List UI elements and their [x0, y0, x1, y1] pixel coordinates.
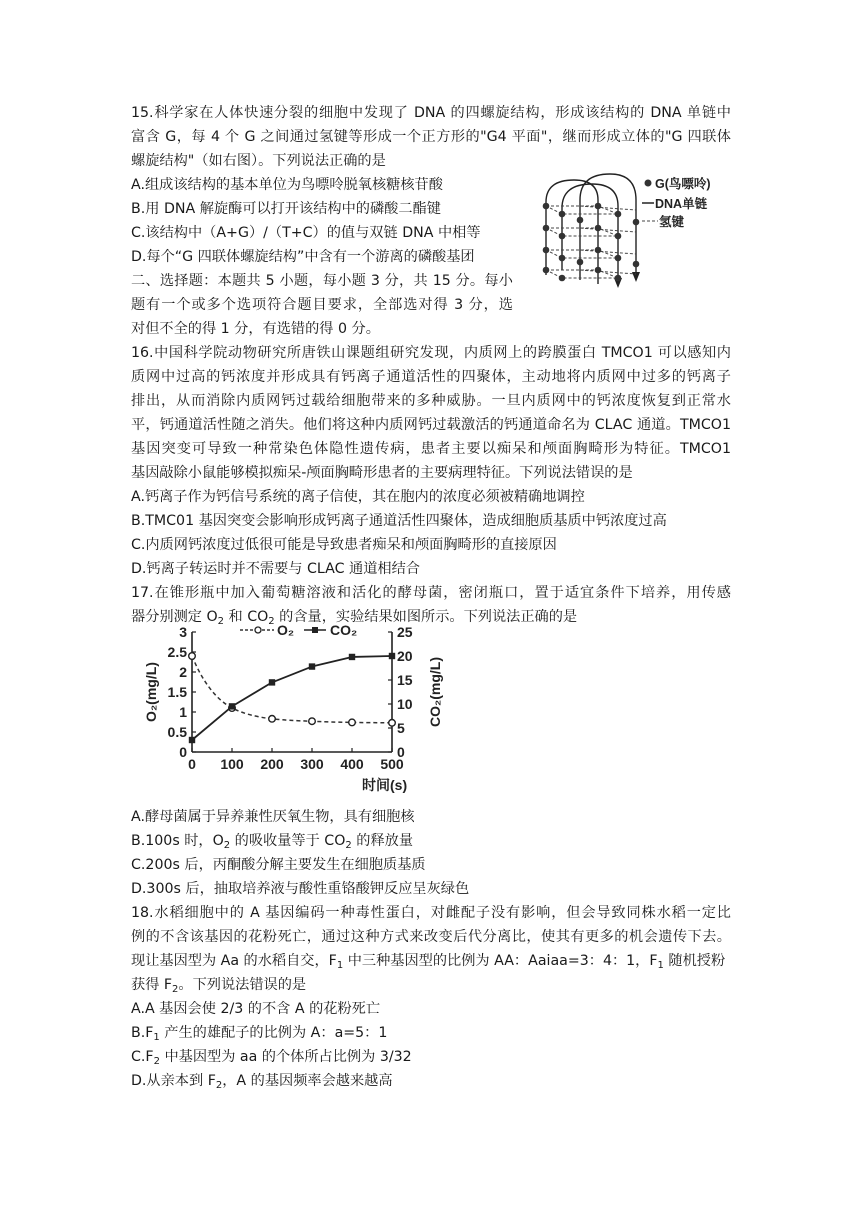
o2-point [309, 718, 316, 725]
co2-point [229, 703, 235, 709]
right-tick-label: 25 [397, 624, 413, 640]
left-tick-label: 0.5 [167, 724, 187, 740]
x-axis-label: 时间(s) [362, 777, 408, 793]
q17-option-c: C.200s 后，丙酮酸分解主要发生在细胞质基质 [131, 857, 426, 873]
legend-hbond-label: 氢键 [659, 215, 685, 229]
q15-line-2: 富含 G，每 4 个 G 之间通过氢键等形成一个正方形的"G4 平面"，继而形成立体的"G 四联体 [131, 129, 731, 145]
right-tick-label: 15 [397, 672, 413, 688]
legend-co2-label: CO₂ [330, 622, 358, 638]
x-tick-label: 400 [340, 756, 364, 772]
right-tick-label: 10 [397, 696, 413, 712]
q16-line-4: 平，钙通道活性随之消失。他们将这种内质网钙过载激活的钙通道命名为 CLAC 通道。TMCO1 [131, 417, 731, 433]
q18-option-d: D.从亲本到 $F_2$，A 的基因频率会越来越高 [131, 1073, 393, 1091]
q15-option-a: A.组成该结构的基本单位为鸟嘌呤脱氧核糖核苷酸 [131, 177, 443, 193]
q15-option-d: D.每个“G 四联体螺旋结构”中含有一个游离的磷酸基团 [131, 249, 475, 265]
q16-line-3: 排出，从而消除内质网钙过载给细胞带来的多种威胁。一旦内质网中的钙浓度恢复到正常水 [131, 393, 731, 409]
right-tick-label: 20 [397, 648, 413, 664]
q15-line-3: 螺旋结构"（如右图）。下列说法正确的是 [131, 153, 386, 169]
o2-point [349, 719, 356, 726]
q16-option-c: C.内质网钙浓度过低很可能是导致患者痴呆和颅面胸畸形的直接原因 [131, 537, 557, 553]
legend-strand-label: DNA单链 [655, 197, 708, 211]
co2-point [389, 653, 395, 659]
left-tick-label: 2.5 [167, 644, 187, 660]
q17-option-a: A.酵母菌属于异养兼性厌氧生物，具有细胞核 [131, 809, 415, 825]
q18-option-a: A.A 基因会使 2/3 的不含 A 的花粉死亡 [131, 1001, 381, 1017]
g-quadruplex-figure [528, 170, 733, 298]
q18-line-2: 例的不含该基因的花粉死亡，通过这种方式来改变后代分离比，使其有更多的机会遗传下去。 [131, 929, 731, 945]
q18-option-c: $C.F_2$ 中基因型为 aa 的个体所占比例为 3/32 [131, 1049, 412, 1067]
q18-option-b: $B.F_1$ 产生的雄配子的比例为 A：a=5：1 [131, 1025, 388, 1043]
left-tick-label: 2 [179, 664, 187, 680]
q17-option-b: B.100s 时，$O_2$ 的吸收量等于 $CO_2$ 的释放量 [131, 833, 414, 851]
q15-option-b: B.用 DNA 解旋酶可以打开该结构中的磷酸二酯键 [131, 201, 441, 217]
section2-line-1: 二、选择题：本题共 5 小题，每小题 3 分，共 15 分。每小 [131, 273, 513, 289]
legend-co2-marker [312, 627, 318, 633]
q15-option-c: C.该结构中（A+G）/（T+C）的值与双链 DNA 中相等 [131, 225, 481, 241]
co2-point [349, 654, 355, 660]
left-tick-label: 0 [179, 744, 187, 760]
q15-line-1: 15.科学家在人体快速分裂的细胞中发现了 DNA 的四螺旋结构，形成该结构的 DNA 单链中 [131, 105, 731, 121]
g-legend-dot-icon [645, 180, 652, 187]
q16-line-1: 16.中国科学院动物研究所唐铁山课题组研究发现，内质网上的跨膜蛋白 TMCO1 可以感知内 [131, 345, 731, 361]
x-tick-label: 100 [220, 756, 244, 772]
o2-point [269, 716, 276, 723]
left-tick-label: 3 [179, 624, 187, 640]
q16-option-d: D.钙离子转运时并不需要与 CLAC 通道相结合 [131, 561, 420, 577]
series-o2-line [192, 656, 392, 723]
q16-line-6: 基因敲除小鼠能够模拟痴呆-颅面胸畸形患者的主要病理特征。下列说法错误的是 [131, 465, 633, 481]
q16-option-a: A.钙离子作为钙信号系统的离子信使，其在胞内的浓度必须被精确地调控 [131, 489, 585, 505]
legend-o2-marker [255, 627, 261, 633]
q16-line-2: 质网中过高的钙浓度并形成具有钙离子通道活性的四聚体，主动地将内质网中过多的钙离子 [131, 369, 731, 385]
q16-option-b: B.TMC01 基因突变会影响形成钙离子通道活性四聚体，造成细胞质基质中钙浓度过高 [131, 513, 667, 529]
co2-point [189, 737, 195, 743]
right-tick-label: 5 [397, 720, 405, 736]
x-tick-label: 0 [188, 756, 196, 772]
q17-option-d: D.300s 后，抽取培养液与酸性重铬酸钾反应呈灰绿色 [131, 881, 470, 897]
legend-g-label: G(鸟嘌呤) [655, 177, 711, 191]
q18-line-3: 现让基因型为 Aa 的水稻自交，$F_1$ 中三种基因型的比例为 AA：Aaiaa=3：4：1，$F_1$ 随机授粉 [131, 953, 726, 971]
legend-o2-label: O₂ [277, 622, 295, 638]
x-tick-label: 300 [300, 756, 324, 772]
q17-line-2: 器分别测定 $O_2$ 和 $CO_2$ 的含量，实验结果如图所示。下列说法正确的是 [131, 609, 578, 627]
left-tick-label: 1.5 [167, 684, 187, 700]
o2-co2-chart [140, 618, 460, 796]
q17-line-1: 17.在锥形瓶中加入葡萄糖溶液和活化的酵母菌，密闭瓶口，置于适宜条件下培养，用传感 [131, 585, 731, 601]
q18-line-1: 18.水稻细胞中的 A 基因编码一种毒性蛋白，对雌配子没有影响，但会导致同株水稻一定比 [131, 905, 731, 921]
right-tick-label: 0 [397, 744, 405, 760]
co2-point [269, 679, 275, 685]
o2-point [189, 653, 196, 660]
section2-line-2: 题有一个或多个选项符合题目要求，全部选对得 3 分，选 [131, 297, 513, 313]
series-co2-line [192, 656, 392, 740]
section2-line-3: 对但不全的得 1 分，有选错的得 0 分。 [131, 321, 380, 337]
left-axis-label: O₂(mg/L) [143, 662, 159, 722]
x-tick-label: 200 [260, 756, 284, 772]
x-tick-label: 500 [380, 756, 404, 772]
co2-point [309, 663, 315, 669]
q18-line-4: 获得 $F_2$。下列说法错误的是 [131, 977, 307, 995]
right-axis-label: CO₂(mg/L) [427, 657, 443, 727]
q16-line-5: 基因突变可导致一种常染色体隐性遗传病，患者主要以痴呆和颅面胸畸形为特征。TMCO1 [131, 441, 731, 457]
left-tick-label: 1 [179, 704, 187, 720]
o2-point [389, 720, 396, 727]
